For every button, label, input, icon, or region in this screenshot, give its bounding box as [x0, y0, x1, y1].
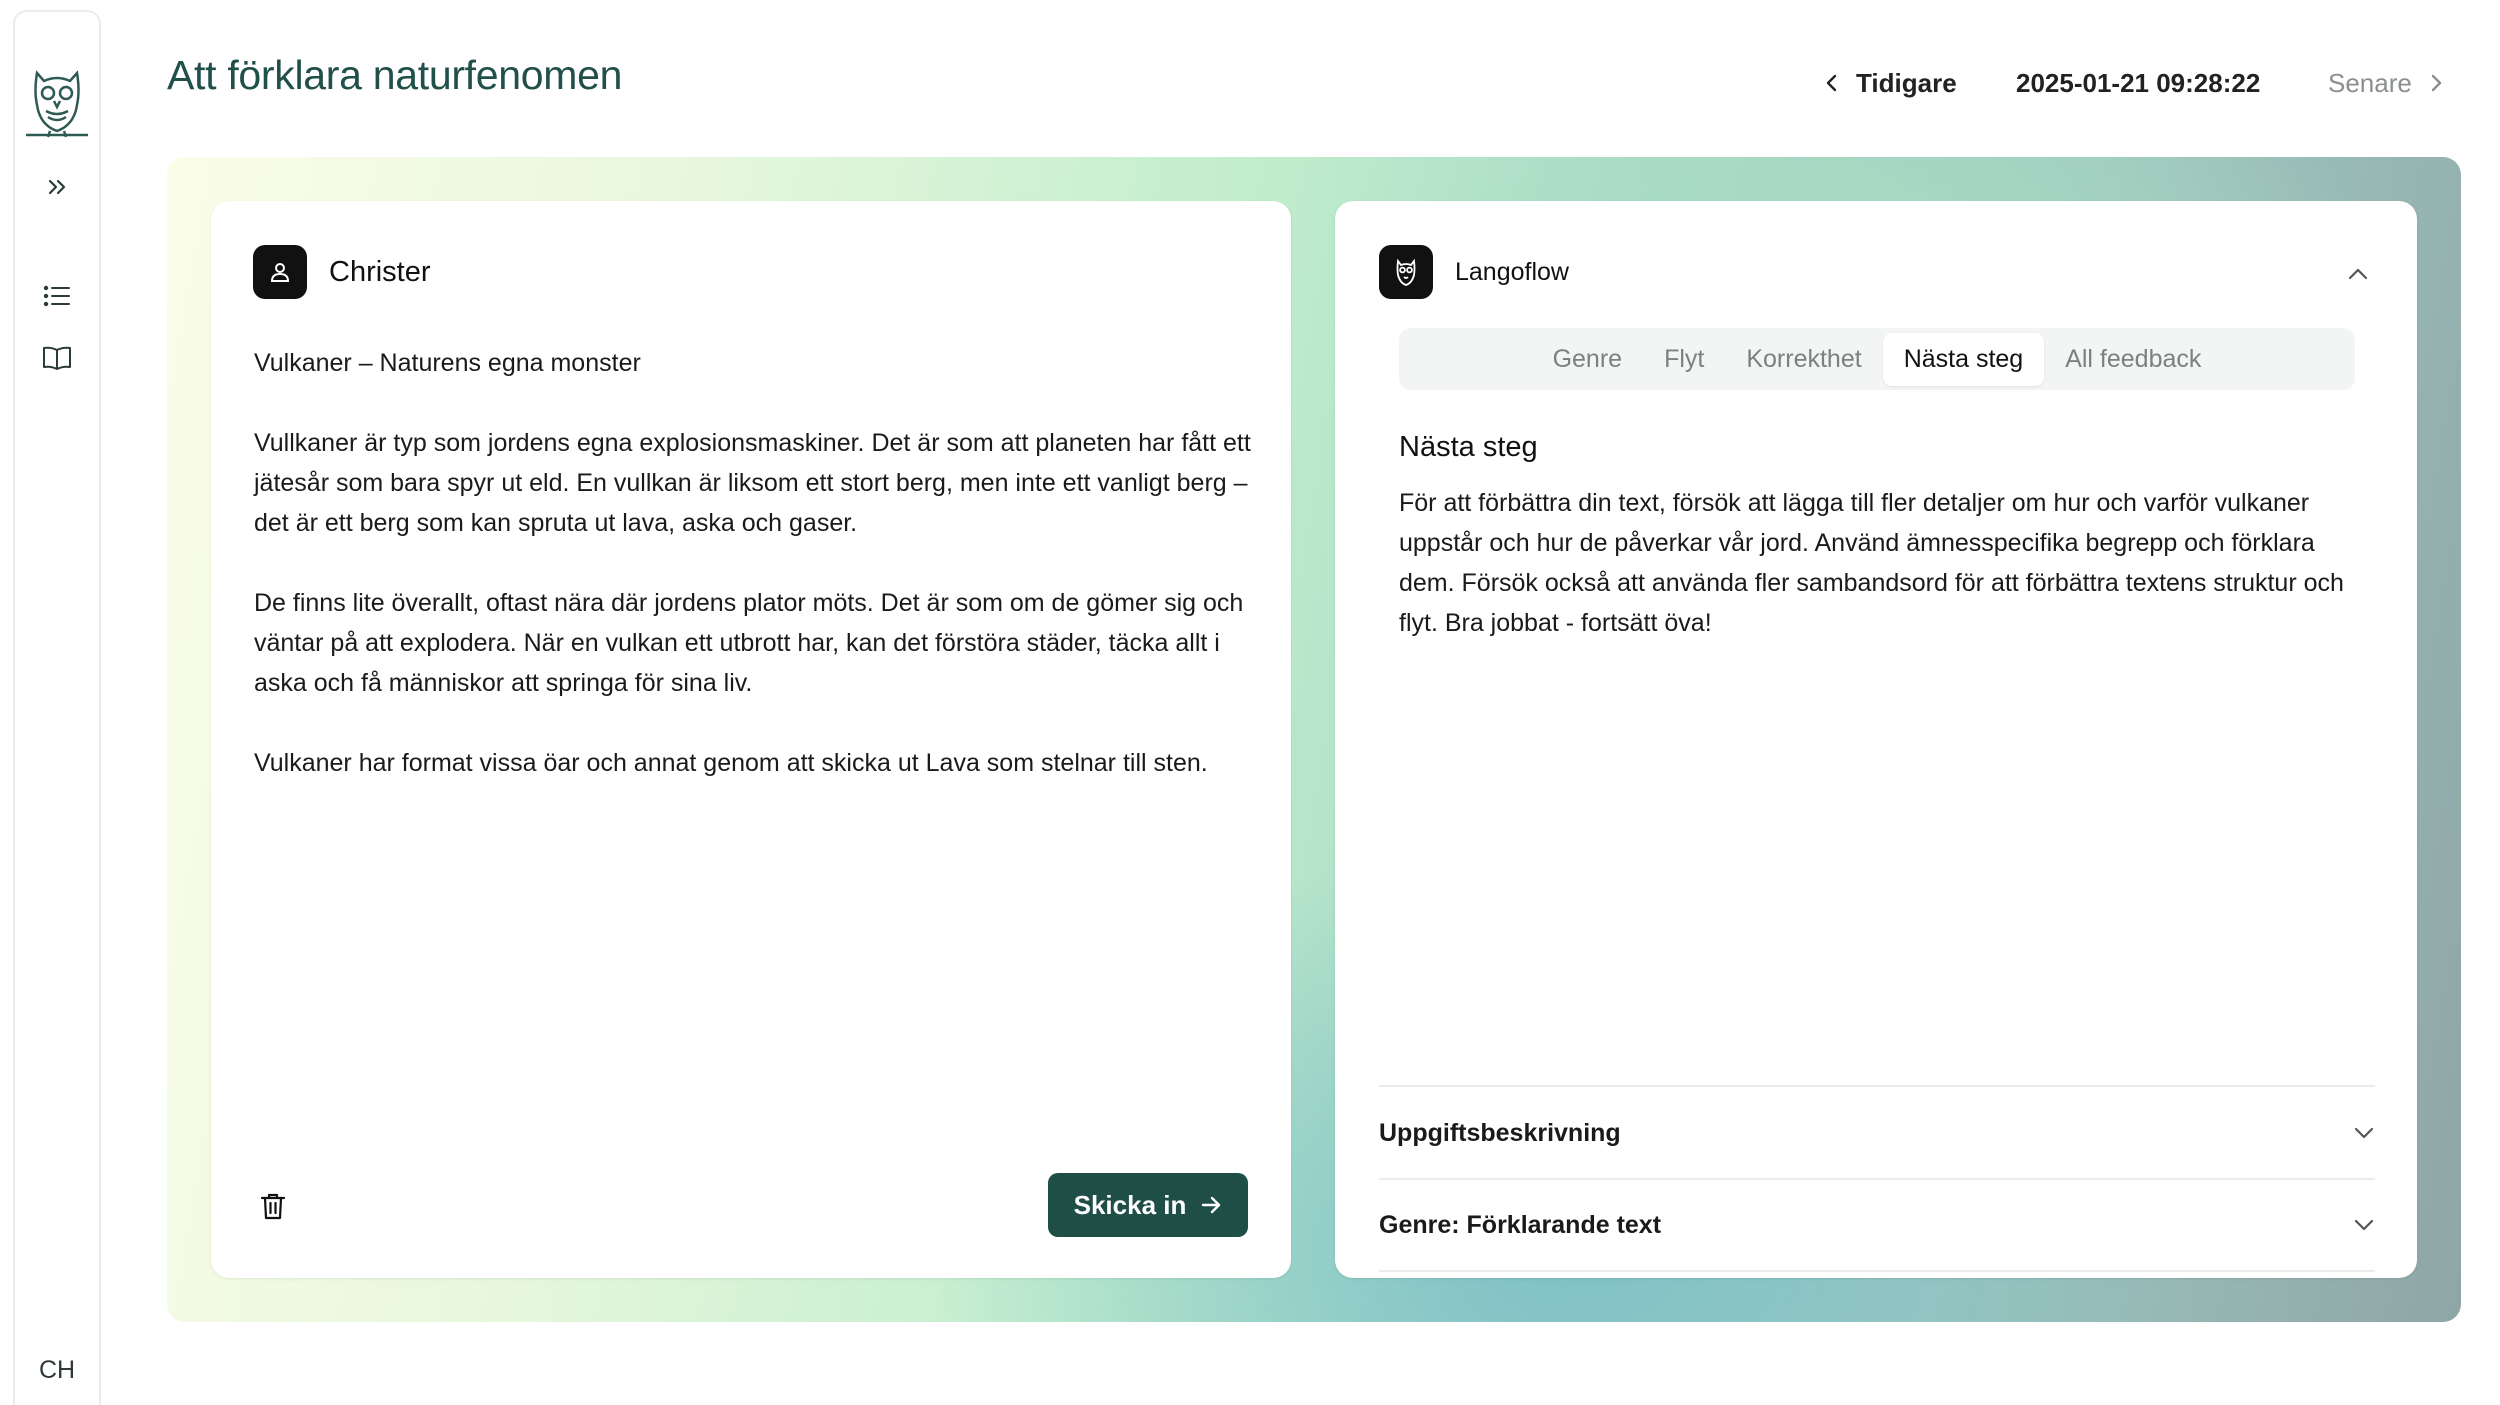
submit-label: Skicka in — [1073, 1189, 1187, 1220]
feedback-card — [1335, 201, 2417, 1278]
submission-card — [211, 201, 1291, 1278]
owl-icon — [1379, 245, 1433, 299]
author-name: Christer — [329, 255, 431, 288]
arrow-right-icon — [1200, 1194, 1222, 1216]
tab-flyt[interactable]: Flyt — [1664, 344, 1705, 373]
tab-genre[interactable]: Genre — [1552, 344, 1623, 373]
list-icon[interactable] — [15, 274, 99, 318]
essay-paragraph: De finns lite överallt, oftast nära där jordens plator möts. Det är som om de gömer sig och väntar på att explodera. När en vulkan ett utbrott har, kan det förstöra städer, täcka allt i aska och få människor att springa för sina liv. — [254, 589, 1244, 697]
feedback-section-title: Nästa steg — [1399, 431, 1538, 463]
trash-icon — [260, 1192, 286, 1220]
essay-paragraph: Vulkaner – Naturens egna monster — [254, 349, 641, 377]
chevron-right-icon — [2426, 72, 2446, 94]
accordion-task-description[interactable] — [1379, 1085, 2375, 1179]
submission-timestamp: 2025-01-21 09:28:22 — [2016, 67, 2261, 98]
accordion-genre[interactable] — [1379, 1178, 2375, 1272]
accordion-label: Uppgiftsbeskrivning — [1379, 1118, 1621, 1147]
essay-paragraph: Vullkaner är typ som jordens egna explosionsmaskiner. Det är som att planeten har fått ett jätesår som bara spyr ut eld. En vullkan är liksom ett stort berg, men inte ett vanligt berg – det är ett berg som kan spruta ut lava, aska och gaser. — [254, 429, 1251, 537]
accordion-label: Genre: Förklarande text — [1379, 1210, 1662, 1239]
tab-nasta-steg[interactable]: Nästa steg — [1883, 333, 2045, 386]
chevron-down-icon — [2353, 1218, 2375, 1232]
delete-button[interactable] — [253, 1186, 293, 1226]
next-button[interactable] — [2328, 62, 2446, 104]
author-row — [253, 245, 431, 299]
content-stage — [167, 157, 2461, 1322]
bot-row — [1379, 245, 1569, 299]
chevron-left-icon — [1822, 72, 1842, 94]
bot-name: Langoflow — [1455, 257, 1569, 286]
essay-paragraph: Vulkaner har format vissa öar och annat genom att skicka ut Lava som stelnar till sten. — [254, 749, 1208, 777]
owl-logo-icon[interactable] — [15, 56, 99, 146]
chevron-down-icon — [2353, 1126, 2375, 1140]
page-title: Att förklara naturfenomen — [167, 52, 623, 98]
expand-sidebar-icon[interactable] — [15, 164, 99, 210]
sidebar — [13, 10, 101, 1405]
feedback-tabs — [1399, 328, 2355, 390]
tab-all-feedback[interactable]: All feedback — [2065, 344, 2202, 373]
feedback-section-text: För att förbättra din text, försök att lägga till fler detaljer om hur och varför vulkaner uppstår och hur de påverkar vår jord. Använd ämnesspecifika begrepp och förklara dem. Försök också att använda fler sambandsord för att förbättra textens struktur och flyt. Bra jobbat - fortsätt öva! — [1399, 489, 2344, 637]
previous-button[interactable] — [1822, 62, 1957, 104]
previous-label: Tidigare — [1856, 67, 1957, 98]
book-icon[interactable] — [15, 336, 99, 380]
submit-button[interactable] — [1048, 1173, 1248, 1237]
user-icon — [253, 245, 307, 299]
tab-korrekthet[interactable]: Korrekthet — [1746, 344, 1862, 373]
next-label: Senare — [2328, 67, 2412, 98]
chevron-up-icon — [2347, 267, 2369, 281]
user-avatar[interactable]: CH — [38, 1355, 76, 1384]
essay-text — [254, 343, 1264, 823]
collapse-button[interactable] — [2343, 259, 2373, 289]
